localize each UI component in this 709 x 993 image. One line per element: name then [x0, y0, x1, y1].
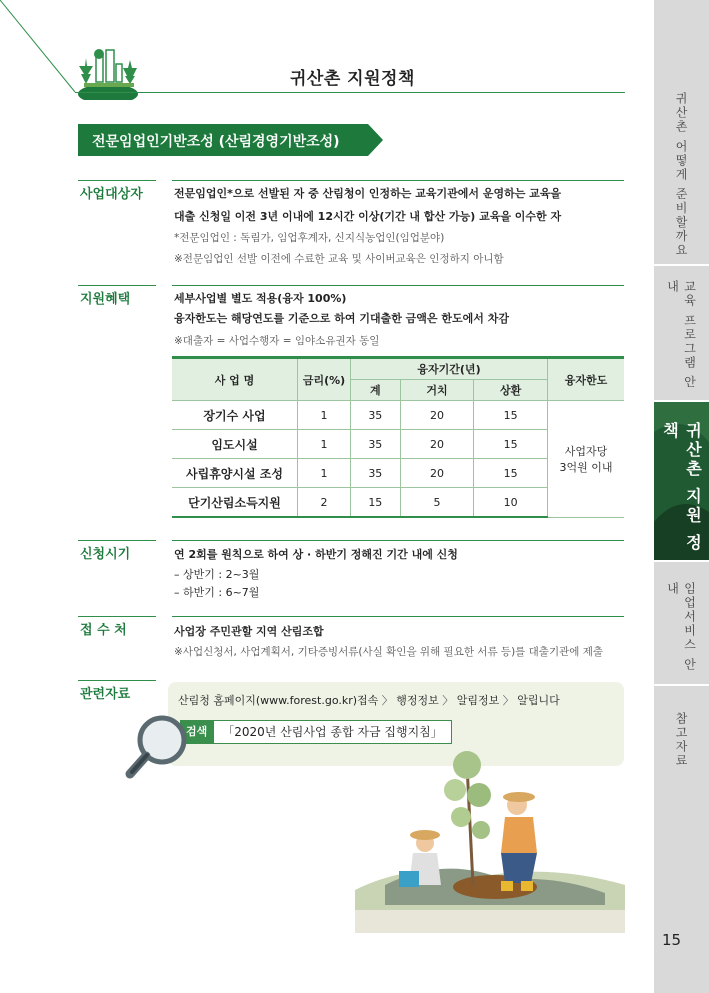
cell-grace: 20 [400, 430, 474, 459]
th-grace: 거치 [400, 380, 474, 401]
page-number: 15 [662, 931, 682, 949]
cell-limit [548, 401, 625, 518]
limit-line-2: 3억원 이내 [559, 460, 613, 474]
label-period: 신청시기 [80, 547, 131, 562]
page-title: 귀산촌 지원정책 [290, 69, 415, 89]
th-project: 사 업 명 [172, 358, 298, 401]
section-rule [78, 180, 156, 181]
related-path: 산림청 홈페이지(www.forest.go.kr)접속 〉 행정정보 〉 알림정보 〉 알립니다 [178, 694, 560, 707]
cell-total: 35 [351, 401, 401, 430]
cell-name: 장기수 사업 [172, 401, 298, 430]
loan-table [172, 356, 624, 518]
period-line-1: 연 2회를 원칙으로 하여 상 · 하반기 정해진 기간 내에 신청 [174, 548, 458, 561]
search-button[interactable]: 검색 [180, 720, 213, 744]
section-rule [172, 180, 624, 181]
table-row [172, 401, 624, 430]
side-tab-label: 귀산촌 지원 정책 [660, 422, 703, 554]
side-tab-label: 교육 프로그램 안내 [665, 280, 697, 390]
side-tab-support-policy[interactable] [654, 402, 709, 560]
section-rule [78, 616, 156, 617]
label-target: 사업대상자 [80, 187, 143, 202]
benefit-note: ※대출자 = 사업수행자 = 임야소유권자 동일 [174, 335, 380, 347]
target-note-1: *전문임업인 : 독림가, 임업후계자, 신지식농업인(임업분야) [174, 232, 445, 244]
label-related: 관련자료 [80, 687, 131, 702]
th-repay: 상환 [474, 380, 548, 401]
section-rule [78, 680, 156, 681]
cell-grace: 20 [400, 401, 474, 430]
section-rule [172, 616, 624, 617]
cell-name: 단기산림소득지원 [172, 488, 298, 518]
side-tab-forestry-service[interactable] [654, 562, 709, 684]
cell-total: 35 [351, 459, 401, 488]
cell-repay: 15 [474, 459, 548, 488]
cell-grace: 20 [400, 459, 474, 488]
target-line-1: 전문임업인*으로 선발된 자 중 산림청이 인정하는 교육기관에서 운영하는 교육을 [174, 187, 562, 200]
side-tab-label: 귀산촌 어떻게 준비할까요 [674, 92, 688, 258]
label-benefit: 지원혜택 [80, 292, 131, 307]
cell-rate: 1 [298, 430, 351, 459]
target-line-2: 대출 신청일 이전 3년 이내에 12시간 이상(기간 내 합산 가능) 교육을 이수한 자 [174, 210, 562, 223]
section-rule [172, 285, 624, 286]
cell-rate: 1 [298, 459, 351, 488]
period-second-half: – 하반기 : 6~7월 [174, 586, 260, 599]
cell-total: 35 [351, 430, 401, 459]
label-office: 접 수 처 [80, 623, 127, 638]
side-tab-prepare[interactable] [654, 0, 709, 264]
banner-title: 전문임업인기반조성 (산림경영기반조성) [92, 134, 340, 150]
limit-line-1: 사업자당 [564, 444, 608, 458]
cell-total: 15 [351, 488, 401, 518]
cell-repay: 15 [474, 401, 548, 430]
cell-repay: 10 [474, 488, 548, 518]
cell-rate: 2 [298, 488, 351, 518]
side-tab-label: 참고자료 [674, 712, 688, 768]
period-first-half: – 상반기 : 2~3월 [174, 568, 260, 581]
section-rule [78, 285, 156, 286]
th-limit: 융자한도 [548, 358, 625, 401]
side-tab-label: 임업서비스 안내 [665, 582, 697, 672]
th-period: 융자기간(년) [351, 358, 548, 380]
benefit-line-2: 융자한도는 해당연도를 기준으로 하여 기대출한 금액은 한도에서 차감 [174, 312, 509, 325]
th-rate: 금리(%) [298, 358, 351, 401]
tree-planting-illustration [355, 735, 625, 933]
th-total: 계 [351, 380, 401, 401]
magnifier-icon [120, 710, 192, 782]
office-line-1: 사업장 주민관할 지역 산림조합 [174, 625, 324, 638]
cell-grace: 5 [400, 488, 474, 518]
section-rule [78, 540, 156, 541]
cell-repay: 15 [474, 430, 548, 459]
cell-rate: 1 [298, 401, 351, 430]
cell-name: 사립휴양시설 조성 [172, 459, 298, 488]
search-term: 「2020년 산림사업 종합 자금 집행지침」 [213, 720, 452, 744]
cell-name: 임도시설 [172, 430, 298, 459]
section-rule [172, 540, 624, 541]
benefit-line-1: 세부사업별 별도 적용(융자 100%) [174, 292, 347, 305]
header-divider [75, 92, 625, 93]
target-note-2: ※전문임업인 선발 이전에 수료한 교육 및 사이버교육은 인정하지 아니함 [174, 253, 504, 265]
office-note: ※사업신청서, 사업계획서, 기타증빙서류(사실 확인을 위해 필요한 서류 등)를 대출기관에 제출 [174, 646, 603, 658]
side-tab-education[interactable] [654, 266, 709, 400]
